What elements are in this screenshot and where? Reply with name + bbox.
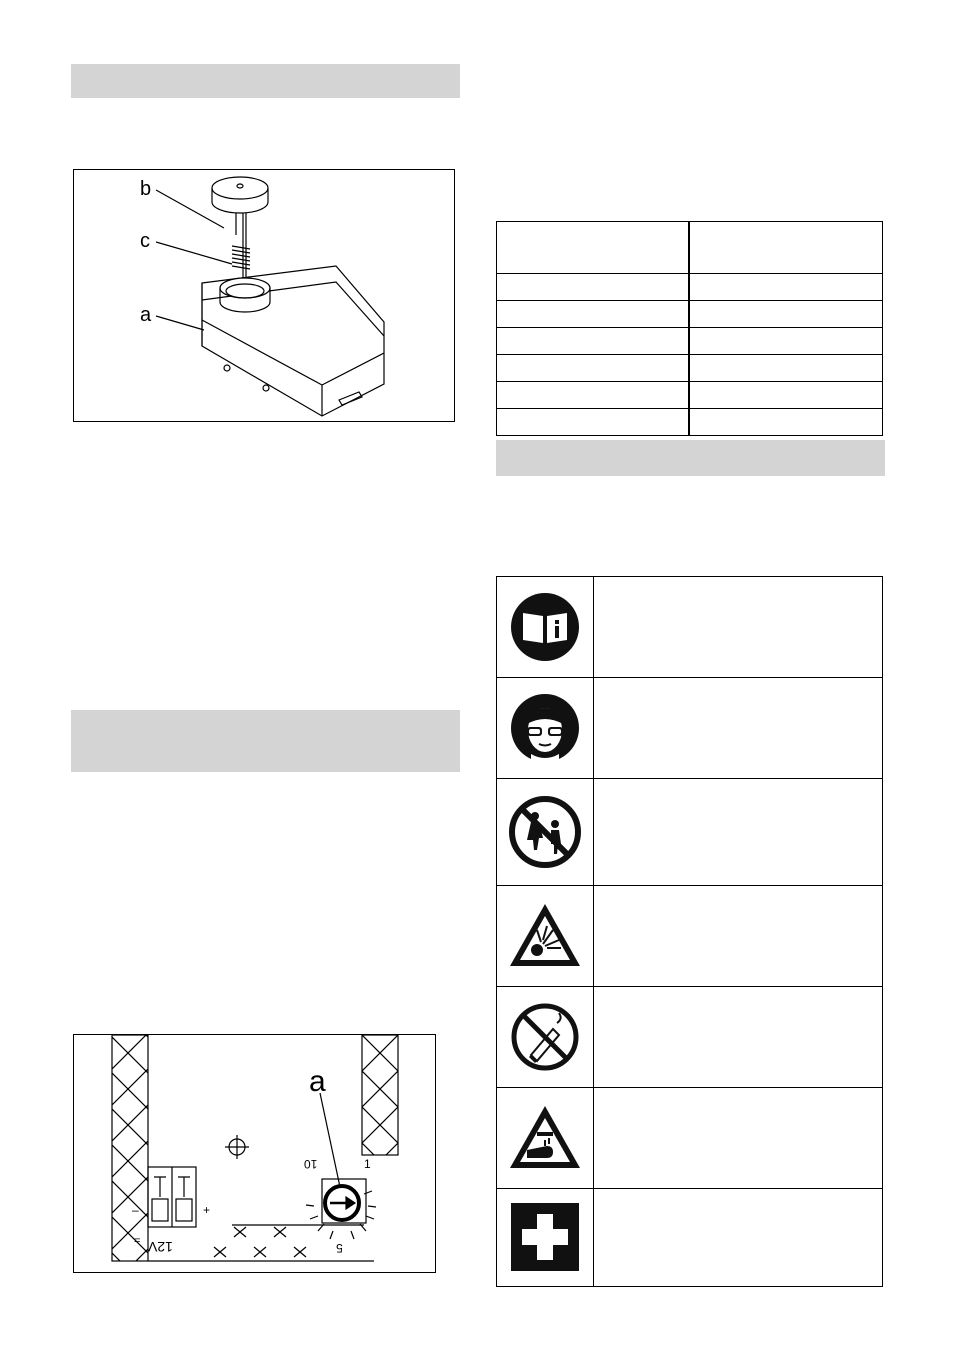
table-row — [497, 222, 883, 274]
terminal-plus-label: + — [203, 1203, 211, 1217]
table-row — [497, 577, 883, 678]
voltage-label: 12V — [148, 1239, 173, 1255]
table-row — [497, 382, 883, 409]
symbol-cell — [497, 1087, 594, 1188]
section-header-bar-right — [496, 440, 885, 476]
symbol-description — [594, 779, 883, 886]
symbol-cell — [497, 678, 594, 779]
tank-figure — [73, 169, 455, 422]
terminal-equals-label: = — [134, 1235, 141, 1247]
dial-min-label: 1 — [364, 1157, 371, 1171]
read-manual-icon — [509, 591, 581, 663]
no-smoking-icon — [509, 1001, 581, 1073]
corrosive-warning-icon — [507, 1102, 583, 1174]
symbol-description — [594, 986, 883, 1087]
table-row — [497, 678, 883, 779]
section-header-bar-left-middle — [71, 710, 460, 772]
tank-label-b: b — [140, 178, 152, 200]
spec-table — [496, 221, 883, 436]
symbol-cell — [497, 577, 594, 678]
symbol-description — [594, 1188, 883, 1286]
tank-label-c: c — [140, 230, 150, 252]
symbol-cell — [497, 779, 594, 886]
symbols-table — [496, 576, 883, 1287]
table-row — [497, 1087, 883, 1188]
table-row — [497, 328, 883, 355]
section-header-bar-left-top — [71, 64, 460, 98]
table-row — [497, 1188, 883, 1286]
dial-max-label: 10 — [304, 1157, 318, 1171]
tank-label-a: a — [140, 304, 152, 326]
table-row — [497, 885, 883, 986]
table-row — [497, 355, 883, 382]
control-board-figure — [73, 1034, 436, 1273]
wear-goggles-icon — [509, 692, 581, 764]
symbol-cell — [497, 986, 594, 1087]
board-callout-a: a — [309, 1065, 326, 1098]
symbol-description — [594, 885, 883, 986]
symbol-cell — [497, 885, 594, 986]
symbol-description — [594, 678, 883, 779]
no-children-icon — [507, 794, 583, 870]
first-aid-icon — [510, 1202, 580, 1272]
table-row — [497, 301, 883, 328]
symbol-description — [594, 1087, 883, 1188]
symbol-cell — [497, 1188, 594, 1286]
table-row — [497, 274, 883, 301]
terminal-minus-label: – — [132, 1203, 139, 1217]
table-row — [497, 986, 883, 1087]
table-row — [497, 409, 883, 436]
explosive-warning-icon — [507, 900, 583, 972]
symbol-description — [594, 577, 883, 678]
dial-mid-label: 5 — [336, 1241, 343, 1255]
table-row — [497, 779, 883, 886]
